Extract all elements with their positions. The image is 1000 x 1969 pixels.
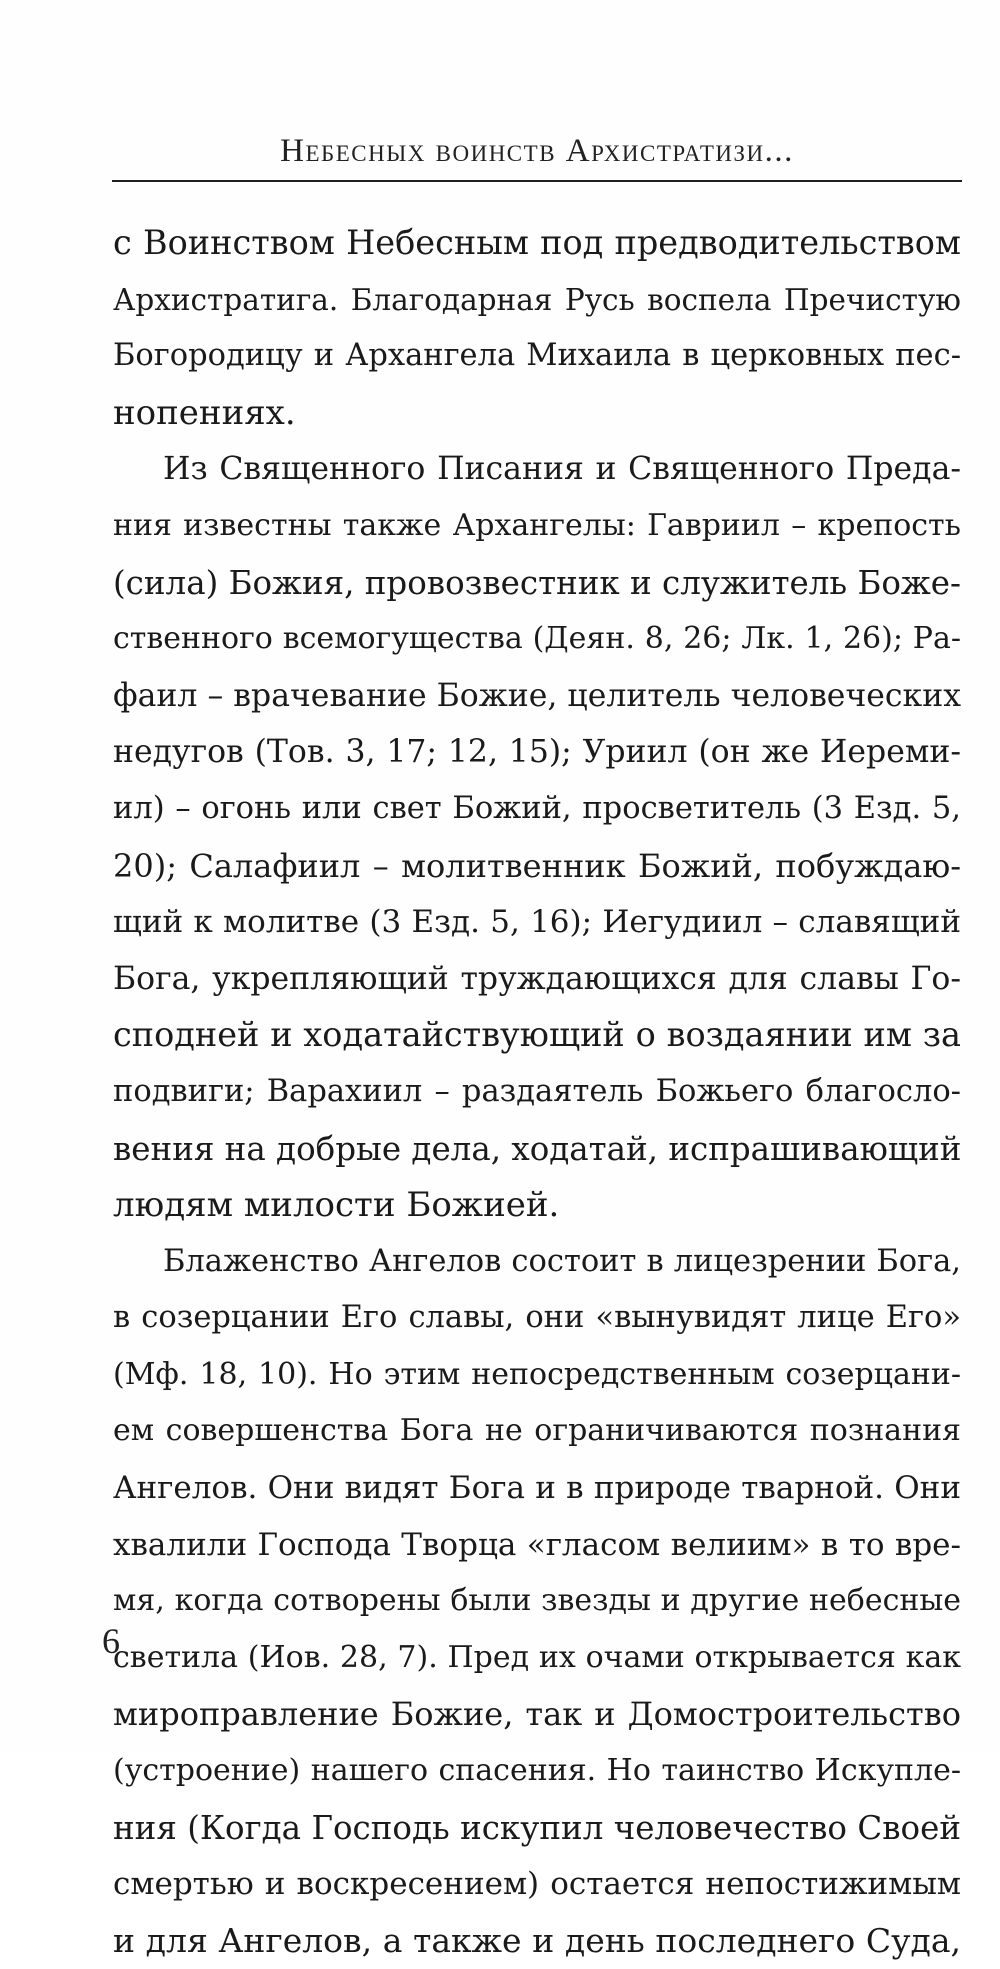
text-line: и для Ангелов, а также и день последнего Суда, [113, 1920, 961, 1960]
header-rule [112, 180, 962, 182]
text-line: Бога, укрепляющий труждающихся для славы Го- [113, 960, 961, 997]
text-line: ния известны также Архангелы: Гавриил – крепость [113, 507, 961, 543]
text-line: нопениях. [113, 392, 296, 433]
running-header: Небесных воинств Архистратизи... [280, 133, 794, 169]
text-line: хвалили Господа Творца «гласом велиим» в то вре- [113, 1526, 961, 1563]
text-line: (сила) Божия, провозвестник и служитель Боже- [113, 563, 962, 602]
text-line: Архистратига. Благодарная Русь воспела Пречистую [113, 282, 961, 317]
text-line: фаил – врачевание Божие, целитель человеческих [113, 677, 961, 714]
text-line: ственного всемогущества (Деян. 8, 26; Лк. 1, 26); Ра- [113, 621, 961, 657]
text-line: подвиги; Варахиил – раздаятель Божьего благосло- [113, 1073, 961, 1109]
text-line: мироправление Божие, так и Домостроительство [113, 1695, 961, 1734]
text-line: (Мф. 18, 10). Но этим непосредственным созерцани- [113, 1356, 961, 1392]
text-line: людям милости Божией. [113, 1185, 560, 1226]
text-line: ил) – огонь или свет Божий, просветитель (3 Езд. 5, [113, 790, 961, 826]
text-line: сподней и ходатайствующий о воздаянии им за [113, 1015, 961, 1055]
text-line: Ангелов. Они видят Бога и в природе тварной. Они [113, 1470, 961, 1507]
text-line: светила (Иов. 28, 7). Пред их очами открывается как [113, 1639, 961, 1675]
text-line: ем совершенства Бога не ограничиваются познания [113, 1413, 961, 1449]
text-line: с Воинством Небесным под предводительством [113, 223, 961, 262]
text-line: мя, когда сотворены были звезды и другие небесные [113, 1583, 961, 1619]
paragraph-start: Из Священного Писания и Священного Преда- [163, 451, 961, 488]
text-line: смертью и воскресением) остается непостижимым [113, 1866, 961, 1903]
text-line: (устроение) нашего спасения. Но таинство Искупле- [113, 1753, 961, 1789]
body-text [113, 215, 961, 1969]
text-line: вения на добрые дела, ходатай, испрашивающий [113, 1129, 962, 1168]
text-line: 20); Салафиил – молитвенник Божий, побуждаю- [113, 846, 961, 885]
text-line: недугов (Тов. 3, 17; 12, 15); Уриил (он же Иереми- [113, 734, 961, 771]
text-line: щий к молитве (3 Езд. 5, 16); Иегудиил – славящий [113, 904, 961, 941]
text-line: в созерцании Его славы, они «вынувидят лице Его» [113, 1300, 961, 1336]
text-line: ния (Когда Господь искупил человечество Своей [113, 1808, 961, 1847]
paragraph-start: Блаженство Ангелов состоит в лицезрении Бога, [163, 1243, 961, 1279]
text-line: Богородицу и Архангела Михаила в церковных пес- [113, 338, 961, 374]
page-number: 6 [102, 1621, 120, 1661]
